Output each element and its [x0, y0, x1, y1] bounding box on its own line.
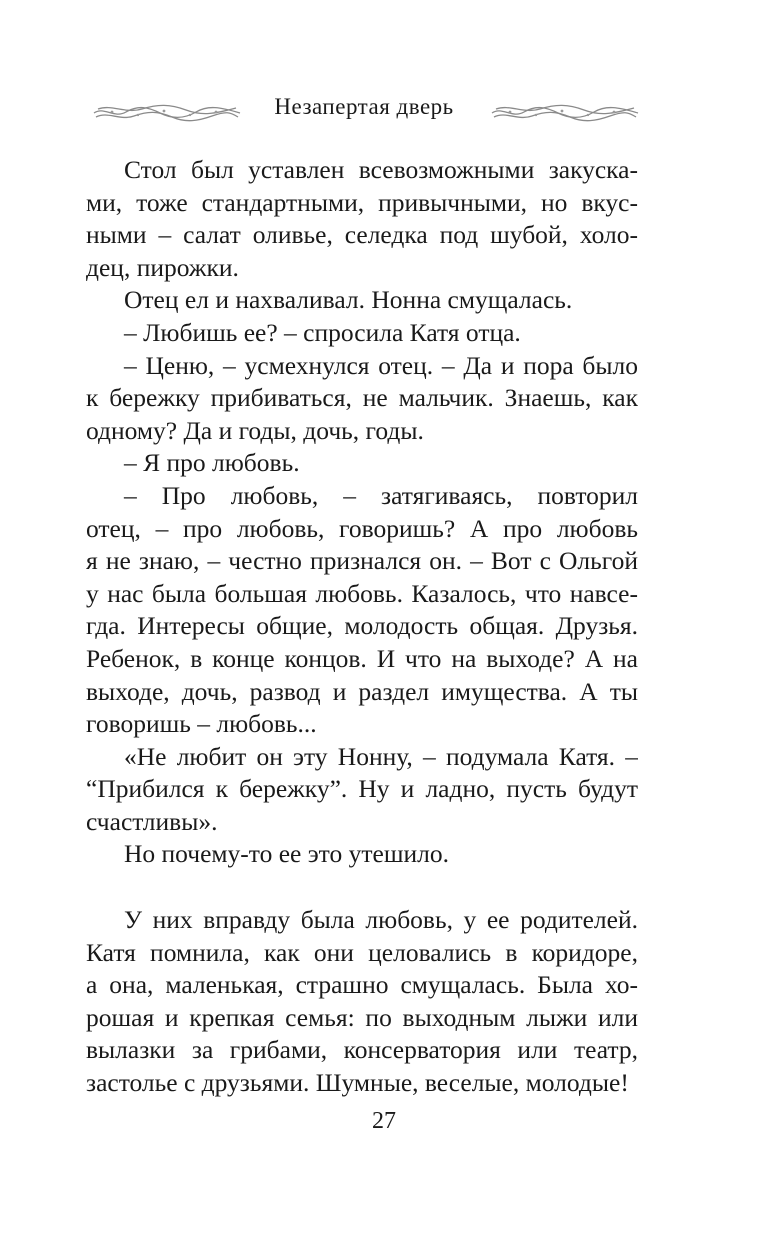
text-line: дец, пирожки.	[86, 252, 239, 282]
text-line: гда. Интересы общие, молодость общая. Друзья.	[86, 611, 638, 641]
paragraph	[86, 317, 638, 350]
page-header	[0, 90, 768, 134]
text-line: у нас была большая любовь. Казалось, что навсе-	[86, 578, 638, 608]
text-line: Но почему-то ее это утешило.	[124, 839, 449, 869]
paragraph	[86, 284, 638, 317]
text-line: – Про любовь, – затягиваясь, повторил	[124, 480, 638, 510]
paragraph	[86, 480, 638, 741]
paragraph	[86, 741, 638, 839]
paragraph	[86, 904, 638, 1100]
text-line: Отец ел и нахваливал. Нонна смущалась.	[124, 285, 573, 315]
running-title: Незапертая дверь	[274, 94, 454, 119]
text-line: – Я про любовь.	[124, 448, 300, 478]
text-line: У них вправду была любовь, у ее родителей.	[124, 905, 638, 934]
text-line: счастливы».	[86, 806, 218, 836]
text-line: а она, маленькая, страшно смущалась. Была хо-	[86, 970, 638, 1000]
text-line: – Любишь ее? – спросила Катя отца.	[124, 317, 521, 347]
text-line: ными – салат оливье, селедка под шубой, холо-	[86, 220, 638, 250]
ornament-right-decoration	[490, 102, 640, 124]
text-line: к бережку прибиваться, не мальчик. Знаешь, как	[86, 383, 638, 413]
text-line: Стол был уставлен всевозможными закуска-	[124, 155, 638, 184]
page-number: 27	[372, 1108, 396, 1134]
text-line: вылазки за грибами, консерватория или театр,	[86, 1035, 638, 1065]
text-line: выходе, дочь, развод и раздел имущества. А ты	[86, 676, 638, 706]
ornament-left-decoration	[92, 102, 242, 124]
text-line: рошая и крепкая семья: по выходным лыжи или	[86, 1002, 638, 1032]
text-line: “Прибился к бережку”. Ну и ладно, пусть будут	[86, 774, 638, 804]
text-line: отец, – про любовь, говоришь? А про любовь	[86, 513, 638, 543]
text-line: – Ценю, – усмехнулся отец. – Да и пора было	[124, 350, 638, 380]
text-line: застолье с друзьями. Шумные, веселые, молодые!	[86, 1067, 629, 1097]
text-line: Ребенок, в конце концов. И что на выходе? А на	[86, 643, 638, 673]
paragraph	[86, 447, 638, 480]
paragraph	[86, 838, 638, 871]
text-line: Катя помнила, как они целовались в коридоре,	[86, 937, 638, 967]
text-line: я не знаю, – честно признался он. – Вот с Ольгой	[86, 546, 638, 576]
text-line: говоришь – любовь...	[86, 709, 317, 739]
text-line: «Не любит он эту Нонну, – подумала Катя. –	[124, 741, 638, 771]
paragraph	[86, 350, 638, 448]
text-line: одному? Да и годы, дочь, годы.	[86, 415, 424, 445]
text-block-section-two	[86, 904, 638, 1100]
text-line: ми, тоже стандартными, привычными, но вкус-	[86, 187, 638, 217]
text-block-main	[86, 154, 638, 871]
paragraph	[86, 154, 638, 284]
